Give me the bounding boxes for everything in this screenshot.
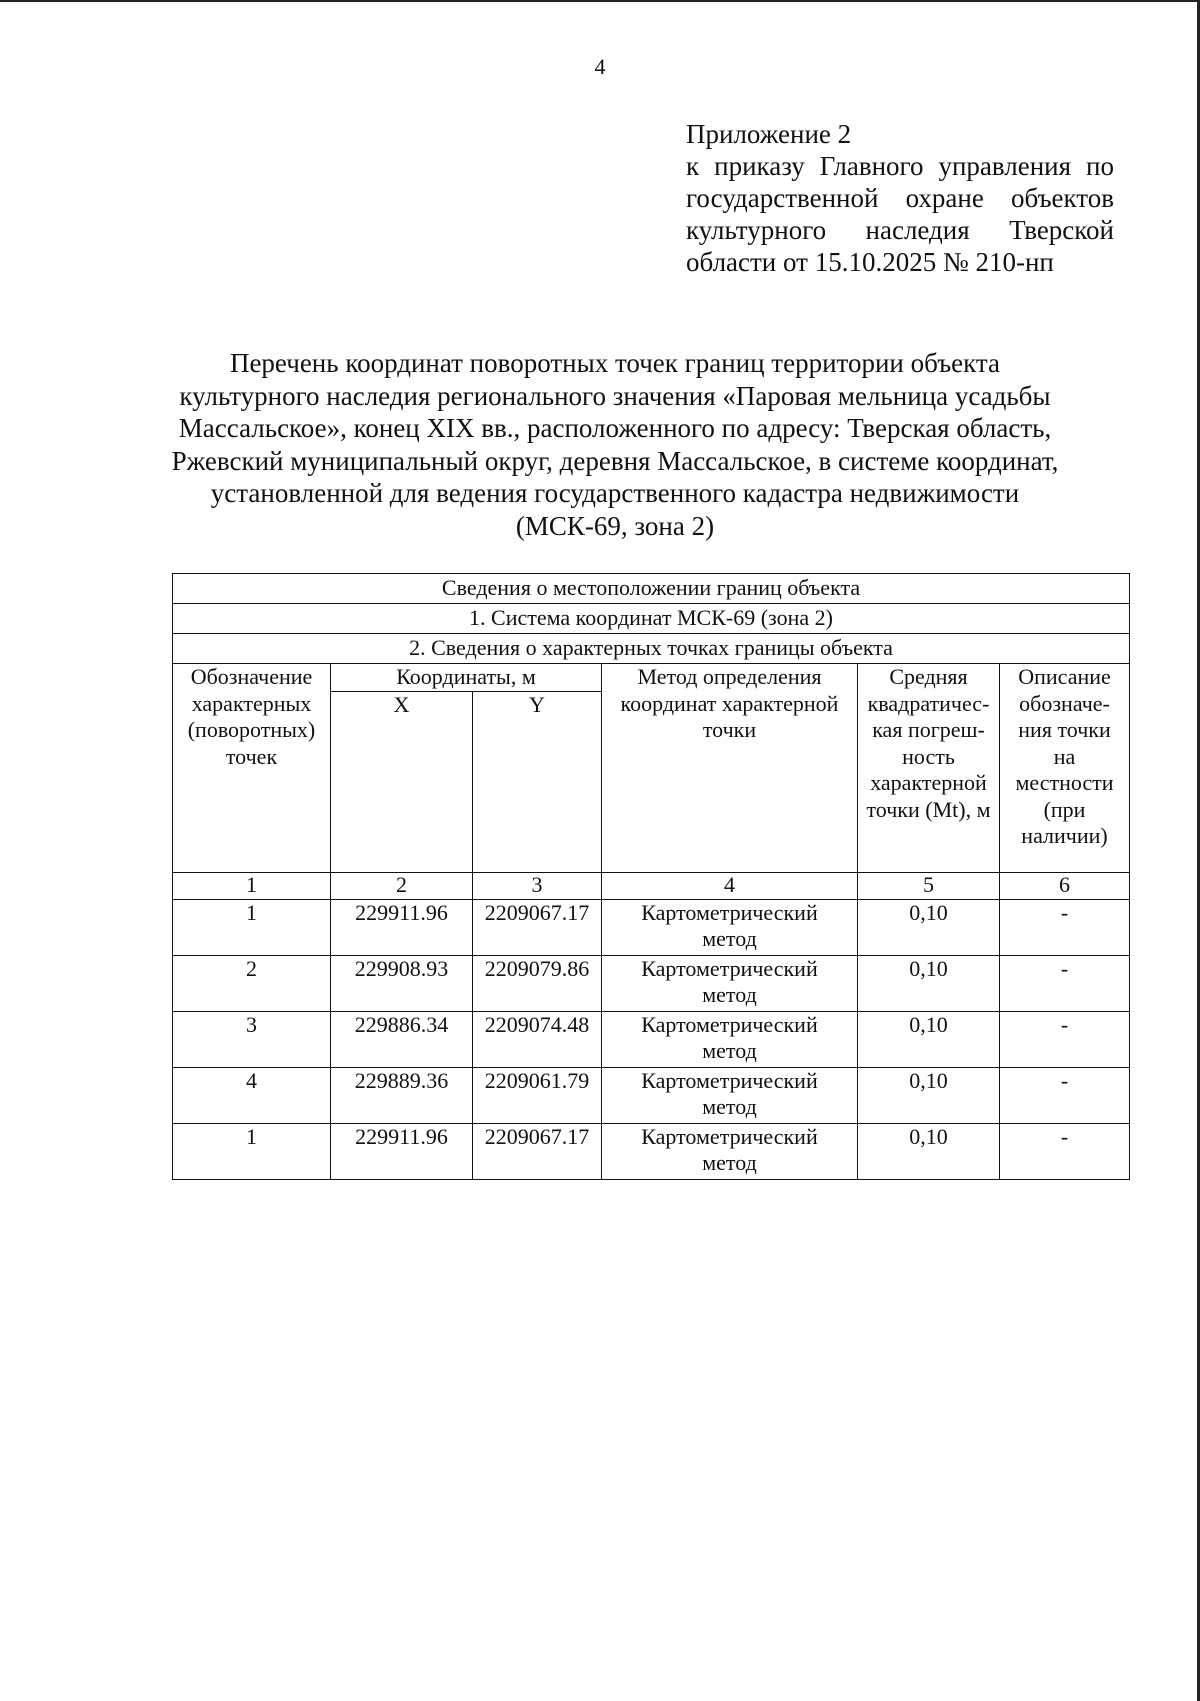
- column-number: 2: [331, 872, 473, 899]
- cell-y: 2209061.79: [473, 1067, 602, 1123]
- table-heading-row: [173, 574, 1130, 604]
- table-row: [173, 899, 1130, 955]
- cell-point: 3: [173, 1011, 331, 1067]
- header-text: на: [1053, 743, 1076, 769]
- appendix-line: области от 15.10.2025 № 210-нп: [686, 247, 1054, 277]
- cell-method: [602, 899, 858, 955]
- method-text: метод: [702, 926, 757, 951]
- table-heading-points: 2. Сведения о характерных точках границы объекта: [173, 634, 1130, 664]
- header-text: Описание: [1018, 664, 1111, 689]
- method-text: Картометрический: [641, 955, 818, 981]
- cell-error: 0,10: [858, 899, 1000, 955]
- column-number: 3: [473, 872, 602, 899]
- appendix-block: [686, 118, 1114, 278]
- cell-x: 229911.96: [331, 1123, 473, 1179]
- header-text: характерных: [191, 690, 312, 716]
- appendix-line: Приложение 2: [686, 119, 852, 149]
- header-x: X: [331, 691, 473, 872]
- table-row: [173, 1011, 1130, 1067]
- cell-description: -: [1000, 1123, 1130, 1179]
- cell-y: 2209067.17: [473, 899, 602, 955]
- appendix-line: государственной охране объектов: [686, 183, 1114, 213]
- header-coordinates: Координаты, м: [331, 664, 602, 692]
- table-heading-system: 1. Система координат МСК-69 (зона 2): [173, 604, 1130, 634]
- title-line: культурного наследия регионального значения «Паровая мельница усадьбы: [179, 380, 1051, 411]
- header-text: местности: [1015, 770, 1114, 795]
- cell-x: 229908.93: [331, 955, 473, 1011]
- document-title: [150, 347, 1080, 542]
- method-text: метод: [702, 1150, 757, 1175]
- header-text: точек: [225, 743, 278, 769]
- cell-x: 229911.96: [331, 899, 473, 955]
- header-text: Метод определения: [637, 664, 822, 689]
- column-number: 1: [173, 872, 331, 899]
- cell-y: 2209074.48: [473, 1011, 602, 1067]
- header-method: [602, 664, 858, 873]
- cell-description: -: [1000, 899, 1130, 955]
- header-text: точки: [702, 717, 757, 742]
- cell-method: [602, 1067, 858, 1123]
- page-number: 4: [594, 54, 606, 79]
- cell-point: 1: [173, 1123, 331, 1179]
- method-text: Картометрический: [641, 1011, 818, 1037]
- method-text: метод: [702, 1038, 757, 1063]
- appendix-line: к приказу Главного управления по: [686, 151, 1114, 181]
- column-header-row: [173, 664, 1130, 692]
- cell-x: 229886.34: [331, 1011, 473, 1067]
- cell-method: [602, 1011, 858, 1067]
- cell-error: 0,10: [858, 1123, 1000, 1179]
- cell-point: 2: [173, 955, 331, 1011]
- method-text: метод: [702, 1094, 757, 1119]
- cell-error: 0,10: [858, 1011, 1000, 1067]
- method-text: Картометрический: [641, 899, 818, 925]
- column-number-row: [173, 872, 1130, 899]
- cell-method: [602, 1123, 858, 1179]
- cell-error: 0,10: [858, 955, 1000, 1011]
- coordinates-table: [172, 573, 1130, 1180]
- cell-description: -: [1000, 1067, 1130, 1123]
- cell-point: 1: [173, 899, 331, 955]
- header-text: характерной: [870, 770, 987, 795]
- header-text: Обозначение: [190, 664, 313, 689]
- header-mean-error: [858, 664, 1000, 873]
- header-point-designation: [173, 664, 331, 873]
- cell-x: 229889.36: [331, 1067, 473, 1123]
- method-text: метод: [702, 982, 757, 1007]
- title-line: Массальское», конец XIX вв., расположенного по адресу: Тверская область,: [178, 413, 1052, 443]
- title-line: (МСК-69, зона 2): [515, 510, 715, 541]
- cell-point: 4: [173, 1067, 331, 1123]
- cell-y: 2209067.17: [473, 1123, 602, 1179]
- title-line: установленной для ведения государственного кадастра недвижимости: [210, 478, 1020, 508]
- method-text: Картометрический: [641, 1067, 818, 1093]
- header-text: обозначе-: [1019, 690, 1110, 716]
- column-number: 4: [602, 872, 858, 899]
- cell-error: 0,10: [858, 1067, 1000, 1123]
- column-number: 5: [858, 872, 1000, 899]
- column-number: 6: [1000, 872, 1130, 899]
- cell-description: -: [1000, 1011, 1130, 1067]
- header-y: Y: [473, 691, 602, 872]
- method-text: Картометрический: [641, 1123, 818, 1149]
- table-heading-row: [173, 634, 1130, 664]
- title-line: Перечень координат поворотных точек границ территории объекта: [229, 348, 1001, 378]
- header-text: ния точки: [1018, 717, 1111, 742]
- header-text: точки (Mt), м: [866, 796, 991, 822]
- table-heading-row: [173, 604, 1130, 634]
- header-text: кая погреш-: [872, 717, 985, 742]
- table-heading-location: Сведения о местоположении границ объекта: [173, 574, 1130, 604]
- table-row: [173, 1067, 1130, 1123]
- header-text: наличии): [1021, 823, 1108, 848]
- cell-description: -: [1000, 955, 1130, 1011]
- cell-y: 2209079.86: [473, 955, 602, 1011]
- header-text: ность: [902, 743, 955, 769]
- header-text: Средняя: [889, 664, 968, 689]
- appendix-line: культурного наследия Тверской: [686, 215, 1114, 245]
- table-row: [173, 955, 1130, 1011]
- header-text: координат характерной: [620, 690, 839, 716]
- header-description: [1000, 664, 1130, 873]
- table-row: [173, 1123, 1130, 1179]
- header-text: (при: [1043, 796, 1086, 822]
- cell-method: [602, 955, 858, 1011]
- header-text: квадратичес-: [867, 690, 990, 716]
- header-text: (поворотных): [187, 717, 316, 742]
- title-line: Ржевский муниципальный округ, деревня Массальское, в системе координат,: [171, 445, 1059, 476]
- page-edge-top: [0, 0, 1200, 2]
